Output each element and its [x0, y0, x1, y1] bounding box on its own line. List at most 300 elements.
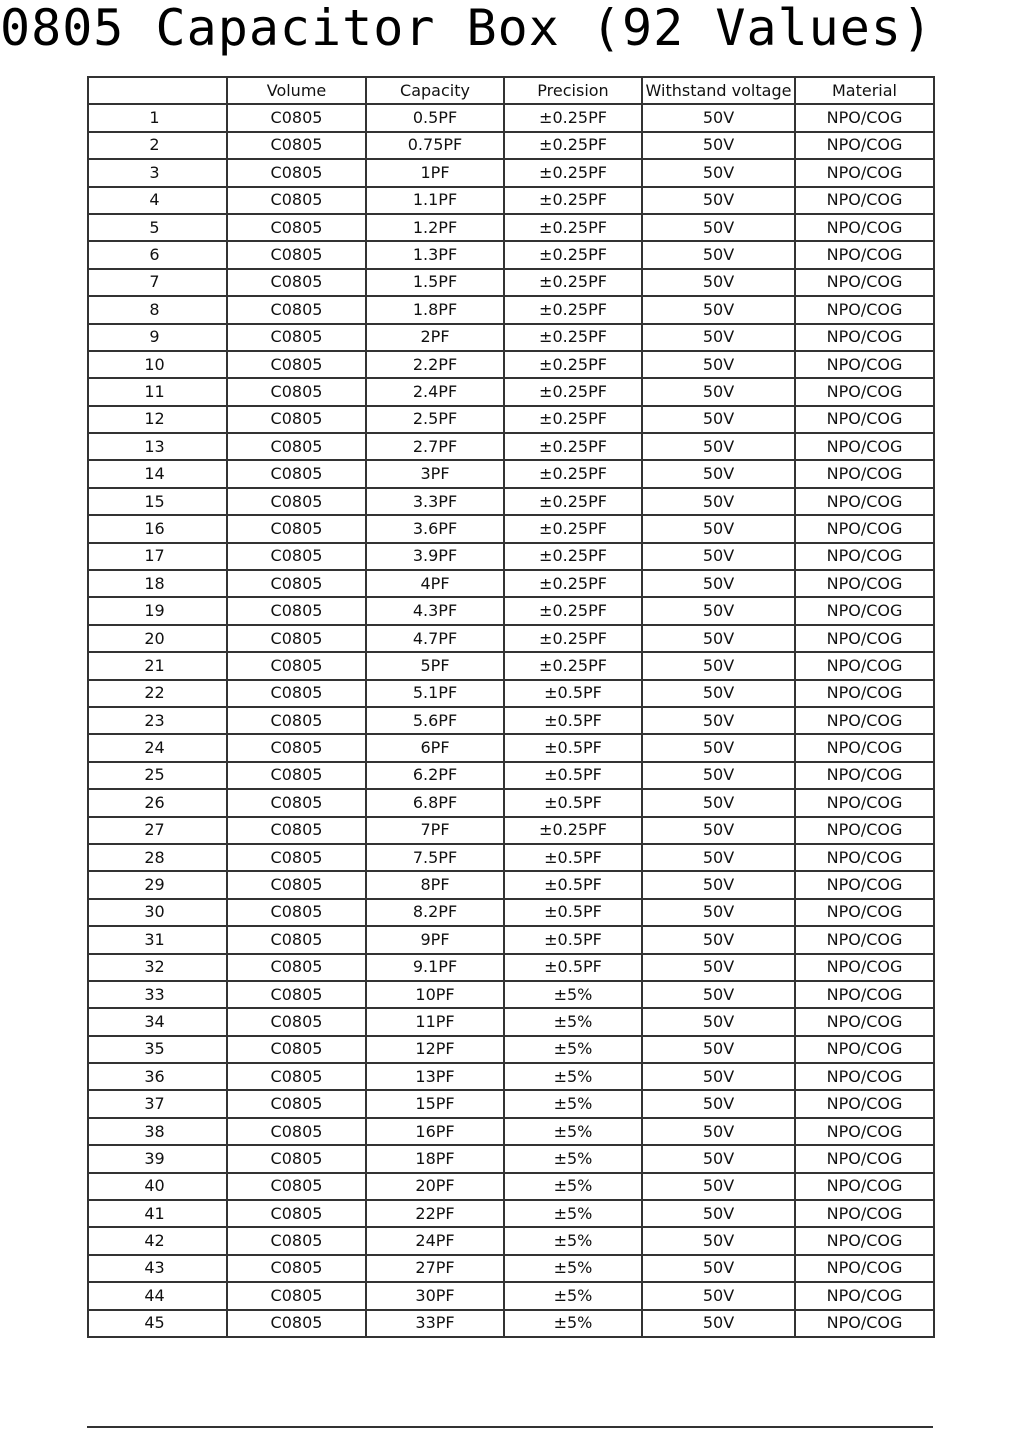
row-index-cell: 5: [88, 214, 227, 241]
material-cell: NPO/COG: [795, 433, 934, 460]
table-row: [88, 187, 934, 214]
precision-cell: ±0.25PF: [504, 817, 642, 844]
row-index-cell: 19: [88, 597, 227, 624]
capacity-header: Capacity: [366, 77, 504, 104]
row-index-cell: 43: [88, 1255, 227, 1282]
precision-cell: ±0.25PF: [504, 460, 642, 487]
withstand-voltage-cell: 50V: [642, 762, 795, 789]
material-cell: NPO/COG: [795, 899, 934, 926]
withstand-voltage-cell: 50V: [642, 488, 795, 515]
row-index-cell: 1: [88, 104, 227, 131]
volume-cell: C0805: [227, 625, 366, 652]
row-index-cell: 7: [88, 269, 227, 296]
withstand-voltage-cell: 50V: [642, 680, 795, 707]
table-row: [88, 625, 934, 652]
capacity-cell: 1.2PF: [366, 214, 504, 241]
withstand-voltage-cell: 50V: [642, 1173, 795, 1200]
row-index-cell: 25: [88, 762, 227, 789]
table-row: [88, 324, 934, 351]
precision-cell: ±0.5PF: [504, 954, 642, 981]
capacity-cell: 4.3PF: [366, 597, 504, 624]
row-index-cell: 4: [88, 187, 227, 214]
precision-cell: ±0.5PF: [504, 871, 642, 898]
row-index-cell: 45: [88, 1310, 227, 1337]
withstand-voltage-cell: 50V: [642, 324, 795, 351]
table-row: [88, 1090, 934, 1117]
volume-header: Volume: [227, 77, 366, 104]
material-cell: NPO/COG: [795, 625, 934, 652]
volume-cell: C0805: [227, 543, 366, 570]
withstand-voltage-cell: 50V: [642, 406, 795, 433]
material-cell: NPO/COG: [795, 1036, 934, 1063]
withstand-voltage-cell: 50V: [642, 269, 795, 296]
capacity-cell: 0.75PF: [366, 132, 504, 159]
precision-cell: ±0.25PF: [504, 104, 642, 131]
table-row: [88, 378, 934, 405]
withstand-voltage-cell: 50V: [642, 899, 795, 926]
precision-cell: ±0.25PF: [504, 214, 642, 241]
capacity-cell: 24PF: [366, 1227, 504, 1254]
material-cell: NPO/COG: [795, 762, 934, 789]
table-row: [88, 132, 934, 159]
volume-cell: C0805: [227, 652, 366, 679]
row-index-cell: 42: [88, 1227, 227, 1254]
material-cell: NPO/COG: [795, 214, 934, 241]
row-index-cell: 28: [88, 844, 227, 871]
volume-cell: C0805: [227, 844, 366, 871]
capacity-cell: 22PF: [366, 1200, 504, 1227]
table-row: [88, 652, 934, 679]
withstand-voltage-cell: 50V: [642, 1255, 795, 1282]
withstand-voltage-cell: 50V: [642, 214, 795, 241]
material-cell: NPO/COG: [795, 1008, 934, 1035]
precision-cell: ±5%: [504, 1173, 642, 1200]
withstand-voltage-header: Withstand voltage: [642, 77, 795, 104]
withstand-voltage-cell: 50V: [642, 570, 795, 597]
capacity-cell: 0.5PF: [366, 104, 504, 131]
capacity-cell: 1.8PF: [366, 296, 504, 323]
capacity-cell: 8PF: [366, 871, 504, 898]
table-row: [88, 269, 934, 296]
table-row: [88, 680, 934, 707]
row-index-cell: 17: [88, 543, 227, 570]
capacity-cell: 33PF: [366, 1310, 504, 1337]
volume-cell: C0805: [227, 1145, 366, 1172]
capacity-cell: 2.7PF: [366, 433, 504, 460]
precision-cell: ±0.25PF: [504, 597, 642, 624]
withstand-voltage-cell: 50V: [642, 954, 795, 981]
table-bottom-rule: [87, 1426, 933, 1428]
table-header: [88, 77, 934, 104]
withstand-voltage-cell: 50V: [642, 1008, 795, 1035]
material-cell: NPO/COG: [795, 1145, 934, 1172]
material-cell: NPO/COG: [795, 1173, 934, 1200]
material-cell: NPO/COG: [795, 515, 934, 542]
capacity-cell: 2PF: [366, 324, 504, 351]
material-cell: NPO/COG: [795, 269, 934, 296]
table-row: [88, 817, 934, 844]
table-row: [88, 214, 934, 241]
row-index-cell: 31: [88, 926, 227, 953]
volume-cell: C0805: [227, 680, 366, 707]
precision-cell: ±0.25PF: [504, 241, 642, 268]
table-row: [88, 351, 934, 378]
withstand-voltage-cell: 50V: [642, 734, 795, 761]
capacity-cell: 4PF: [366, 570, 504, 597]
capacity-cell: 5PF: [366, 652, 504, 679]
row-index-cell: 18: [88, 570, 227, 597]
volume-cell: C0805: [227, 981, 366, 1008]
capacity-cell: 18PF: [366, 1145, 504, 1172]
precision-cell: ±0.5PF: [504, 680, 642, 707]
table-row: [88, 488, 934, 515]
table-row: [88, 296, 934, 323]
capacitor-spec-table: [87, 76, 935, 1338]
table-row: [88, 762, 934, 789]
withstand-voltage-cell: 50V: [642, 515, 795, 542]
capacity-cell: 3.9PF: [366, 543, 504, 570]
volume-cell: C0805: [227, 1255, 366, 1282]
index-header: [88, 77, 227, 104]
volume-cell: C0805: [227, 1227, 366, 1254]
row-index-cell: 3: [88, 159, 227, 186]
withstand-voltage-cell: 50V: [642, 1118, 795, 1145]
row-index-cell: 16: [88, 515, 227, 542]
withstand-voltage-cell: 50V: [642, 652, 795, 679]
page-title: 0805 Capacitor Box (92 Values): [0, 0, 934, 57]
precision-cell: ±5%: [504, 1036, 642, 1063]
row-index-cell: 20: [88, 625, 227, 652]
withstand-voltage-cell: 50V: [642, 132, 795, 159]
material-cell: NPO/COG: [795, 789, 934, 816]
withstand-voltage-cell: 50V: [642, 1227, 795, 1254]
capacity-cell: 8.2PF: [366, 899, 504, 926]
row-index-cell: 12: [88, 406, 227, 433]
volume-cell: C0805: [227, 1063, 366, 1090]
row-index-cell: 44: [88, 1282, 227, 1309]
withstand-voltage-cell: 50V: [642, 241, 795, 268]
volume-cell: C0805: [227, 570, 366, 597]
capacity-cell: 5.6PF: [366, 707, 504, 734]
precision-cell: ±0.5PF: [504, 899, 642, 926]
row-index-cell: 27: [88, 817, 227, 844]
withstand-voltage-cell: 50V: [642, 1036, 795, 1063]
capacity-cell: 15PF: [366, 1090, 504, 1117]
volume-cell: C0805: [227, 488, 366, 515]
withstand-voltage-cell: 50V: [642, 1310, 795, 1337]
precision-cell: ±0.25PF: [504, 515, 642, 542]
volume-cell: C0805: [227, 1173, 366, 1200]
material-cell: NPO/COG: [795, 543, 934, 570]
withstand-voltage-cell: 50V: [642, 817, 795, 844]
withstand-voltage-cell: 50V: [642, 871, 795, 898]
volume-cell: C0805: [227, 707, 366, 734]
volume-cell: C0805: [227, 1310, 366, 1337]
capacity-cell: 1PF: [366, 159, 504, 186]
capacity-cell: 6.8PF: [366, 789, 504, 816]
withstand-voltage-cell: 50V: [642, 1063, 795, 1090]
precision-cell: ±0.5PF: [504, 762, 642, 789]
precision-cell: ±0.25PF: [504, 159, 642, 186]
table-row: [88, 981, 934, 1008]
material-cell: NPO/COG: [795, 926, 934, 953]
row-index-cell: 40: [88, 1173, 227, 1200]
table-row: [88, 1255, 934, 1282]
material-cell: NPO/COG: [795, 351, 934, 378]
capacity-cell: 20PF: [366, 1173, 504, 1200]
volume-cell: C0805: [227, 324, 366, 351]
precision-cell: ±5%: [504, 1227, 642, 1254]
precision-cell: ±0.25PF: [504, 406, 642, 433]
withstand-voltage-cell: 50V: [642, 981, 795, 1008]
table-row: [88, 734, 934, 761]
table-row: [88, 1036, 934, 1063]
capacity-cell: 2.4PF: [366, 378, 504, 405]
withstand-voltage-cell: 50V: [642, 844, 795, 871]
material-cell: NPO/COG: [795, 1282, 934, 1309]
capacity-cell: 6PF: [366, 734, 504, 761]
withstand-voltage-cell: 50V: [642, 351, 795, 378]
table-row: [88, 1063, 934, 1090]
material-cell: NPO/COG: [795, 1227, 934, 1254]
volume-cell: C0805: [227, 460, 366, 487]
material-cell: NPO/COG: [795, 132, 934, 159]
row-index-cell: 35: [88, 1036, 227, 1063]
capacity-cell: 1.5PF: [366, 269, 504, 296]
volume-cell: C0805: [227, 817, 366, 844]
material-cell: NPO/COG: [795, 844, 934, 871]
volume-cell: C0805: [227, 187, 366, 214]
row-index-cell: 36: [88, 1063, 227, 1090]
precision-cell: ±0.25PF: [504, 351, 642, 378]
precision-cell: ±5%: [504, 1255, 642, 1282]
precision-cell: ±0.25PF: [504, 433, 642, 460]
precision-cell: ±0.5PF: [504, 707, 642, 734]
volume-cell: C0805: [227, 104, 366, 131]
volume-cell: C0805: [227, 954, 366, 981]
table-header-row: [88, 77, 934, 104]
capacity-cell: 7PF: [366, 817, 504, 844]
capacity-cell: 2.2PF: [366, 351, 504, 378]
capacity-cell: 1.3PF: [366, 241, 504, 268]
precision-cell: ±0.25PF: [504, 187, 642, 214]
capacity-cell: 30PF: [366, 1282, 504, 1309]
precision-cell: ±0.5PF: [504, 789, 642, 816]
precision-cell: ±0.25PF: [504, 652, 642, 679]
precision-cell: ±0.25PF: [504, 625, 642, 652]
capacity-cell: 9PF: [366, 926, 504, 953]
table-row: [88, 241, 934, 268]
row-index-cell: 39: [88, 1145, 227, 1172]
capacity-cell: 13PF: [366, 1063, 504, 1090]
capacity-cell: 5.1PF: [366, 680, 504, 707]
material-cell: NPO/COG: [795, 680, 934, 707]
table-row: [88, 1118, 934, 1145]
capacity-cell: 6.2PF: [366, 762, 504, 789]
row-index-cell: 37: [88, 1090, 227, 1117]
volume-cell: C0805: [227, 269, 366, 296]
material-cell: NPO/COG: [795, 570, 934, 597]
row-index-cell: 38: [88, 1118, 227, 1145]
withstand-voltage-cell: 50V: [642, 296, 795, 323]
withstand-voltage-cell: 50V: [642, 625, 795, 652]
table-row: [88, 899, 934, 926]
table-row: [88, 543, 934, 570]
table-row: [88, 844, 934, 871]
material-cell: NPO/COG: [795, 241, 934, 268]
precision-header: Precision: [504, 77, 642, 104]
precision-cell: ±5%: [504, 1282, 642, 1309]
volume-cell: C0805: [227, 351, 366, 378]
row-index-cell: 8: [88, 296, 227, 323]
volume-cell: C0805: [227, 241, 366, 268]
volume-cell: C0805: [227, 378, 366, 405]
volume-cell: C0805: [227, 159, 366, 186]
withstand-voltage-cell: 50V: [642, 433, 795, 460]
material-cell: NPO/COG: [795, 488, 934, 515]
material-cell: NPO/COG: [795, 1118, 934, 1145]
volume-cell: C0805: [227, 1090, 366, 1117]
precision-cell: ±0.25PF: [504, 296, 642, 323]
material-cell: NPO/COG: [795, 1090, 934, 1117]
precision-cell: ±0.25PF: [504, 132, 642, 159]
precision-cell: ±0.25PF: [504, 324, 642, 351]
row-index-cell: 23: [88, 707, 227, 734]
precision-cell: ±0.25PF: [504, 269, 642, 296]
row-index-cell: 15: [88, 488, 227, 515]
withstand-voltage-cell: 50V: [642, 707, 795, 734]
table-row: [88, 406, 934, 433]
volume-cell: C0805: [227, 762, 366, 789]
row-index-cell: 33: [88, 981, 227, 1008]
row-index-cell: 34: [88, 1008, 227, 1035]
precision-cell: ±0.25PF: [504, 543, 642, 570]
material-cell: NPO/COG: [795, 871, 934, 898]
withstand-voltage-cell: 50V: [642, 460, 795, 487]
material-cell: NPO/COG: [795, 597, 934, 624]
material-cell: NPO/COG: [795, 817, 934, 844]
material-cell: NPO/COG: [795, 460, 934, 487]
row-index-cell: 14: [88, 460, 227, 487]
material-cell: NPO/COG: [795, 1310, 934, 1337]
withstand-voltage-cell: 50V: [642, 543, 795, 570]
precision-cell: ±0.25PF: [504, 378, 642, 405]
table-row: [88, 707, 934, 734]
table-row: [88, 1227, 934, 1254]
table-row: [88, 926, 934, 953]
material-cell: NPO/COG: [795, 981, 934, 1008]
precision-cell: ±0.5PF: [504, 734, 642, 761]
material-cell: NPO/COG: [795, 1200, 934, 1227]
withstand-voltage-cell: 50V: [642, 1200, 795, 1227]
table-row: [88, 1200, 934, 1227]
capacity-cell: 2.5PF: [366, 406, 504, 433]
capacity-cell: 3PF: [366, 460, 504, 487]
table-row: [88, 871, 934, 898]
withstand-voltage-cell: 50V: [642, 597, 795, 624]
material-cell: NPO/COG: [795, 104, 934, 131]
precision-cell: ±0.25PF: [504, 488, 642, 515]
table-row: [88, 1008, 934, 1035]
table-row: [88, 954, 934, 981]
material-cell: NPO/COG: [795, 378, 934, 405]
volume-cell: C0805: [227, 926, 366, 953]
material-header: Material: [795, 77, 934, 104]
withstand-voltage-cell: 50V: [642, 1282, 795, 1309]
table-row: [88, 460, 934, 487]
withstand-voltage-cell: 50V: [642, 789, 795, 816]
row-index-cell: 11: [88, 378, 227, 405]
capacity-cell: 11PF: [366, 1008, 504, 1035]
precision-cell: ±5%: [504, 981, 642, 1008]
capacity-cell: 3.6PF: [366, 515, 504, 542]
volume-cell: C0805: [227, 296, 366, 323]
volume-cell: C0805: [227, 899, 366, 926]
row-index-cell: 21: [88, 652, 227, 679]
capacity-cell: 3.3PF: [366, 488, 504, 515]
material-cell: NPO/COG: [795, 1063, 934, 1090]
table-row: [88, 570, 934, 597]
volume-cell: C0805: [227, 1036, 366, 1063]
volume-cell: C0805: [227, 1200, 366, 1227]
material-cell: NPO/COG: [795, 324, 934, 351]
volume-cell: C0805: [227, 433, 366, 460]
row-index-cell: 22: [88, 680, 227, 707]
material-cell: NPO/COG: [795, 296, 934, 323]
table-row: [88, 104, 934, 131]
material-cell: NPO/COG: [795, 652, 934, 679]
capacity-cell: 9.1PF: [366, 954, 504, 981]
row-index-cell: 41: [88, 1200, 227, 1227]
volume-cell: C0805: [227, 597, 366, 624]
row-index-cell: 32: [88, 954, 227, 981]
row-index-cell: 29: [88, 871, 227, 898]
precision-cell: ±5%: [504, 1063, 642, 1090]
row-index-cell: 24: [88, 734, 227, 761]
material-cell: NPO/COG: [795, 954, 934, 981]
table-row: [88, 1310, 934, 1337]
row-index-cell: 10: [88, 351, 227, 378]
table-row: [88, 1282, 934, 1309]
precision-cell: ±5%: [504, 1310, 642, 1337]
table-row: [88, 515, 934, 542]
volume-cell: C0805: [227, 406, 366, 433]
row-index-cell: 2: [88, 132, 227, 159]
volume-cell: C0805: [227, 871, 366, 898]
volume-cell: C0805: [227, 1282, 366, 1309]
table-row: [88, 597, 934, 624]
volume-cell: C0805: [227, 1118, 366, 1145]
precision-cell: ±0.5PF: [504, 844, 642, 871]
precision-cell: ±5%: [504, 1118, 642, 1145]
table-row: [88, 433, 934, 460]
material-cell: NPO/COG: [795, 187, 934, 214]
precision-cell: ±0.5PF: [504, 926, 642, 953]
withstand-voltage-cell: 50V: [642, 1090, 795, 1117]
capacity-cell: 12PF: [366, 1036, 504, 1063]
table-row: [88, 1145, 934, 1172]
row-index-cell: 26: [88, 789, 227, 816]
volume-cell: C0805: [227, 1008, 366, 1035]
capacity-cell: 10PF: [366, 981, 504, 1008]
material-cell: NPO/COG: [795, 159, 934, 186]
volume-cell: C0805: [227, 515, 366, 542]
precision-cell: ±5%: [504, 1145, 642, 1172]
table-body: [88, 104, 934, 1337]
row-index-cell: 6: [88, 241, 227, 268]
row-index-cell: 30: [88, 899, 227, 926]
withstand-voltage-cell: 50V: [642, 104, 795, 131]
